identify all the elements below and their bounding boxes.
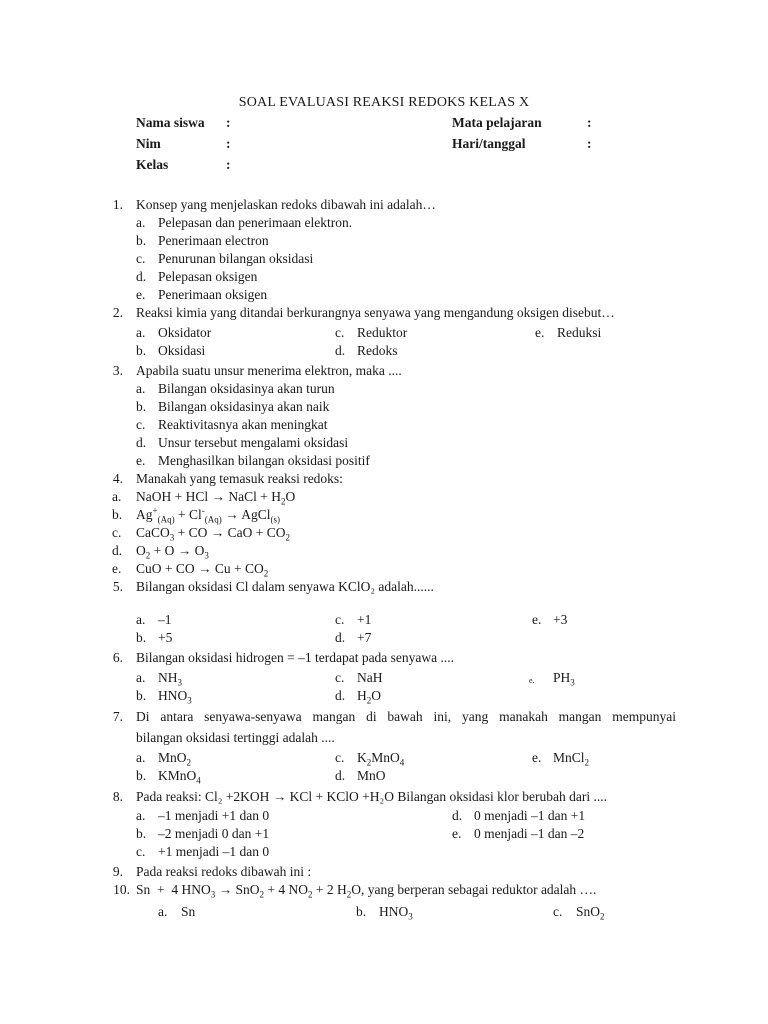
nim-colon: : xyxy=(226,136,231,151)
q1-d-letter: d. xyxy=(136,269,147,284)
q10-a-letter: a. xyxy=(158,904,168,919)
q7-a-letter: a. xyxy=(136,750,146,765)
q3-number: 3. xyxy=(112,363,123,378)
q6-d-letter: d. xyxy=(335,688,346,703)
q8-b-letter: b. xyxy=(136,826,147,841)
q2-d-letter: d. xyxy=(335,343,346,358)
q10-c-letter: c. xyxy=(553,904,563,919)
q4-a-letter: a. xyxy=(112,489,122,504)
q6-a-letter: a. xyxy=(136,670,146,685)
q7-text-line2: bilangan oksidasi tertinggi adalah .... xyxy=(136,730,335,745)
q3-option-d: Unsur tersebut mengalami oksidasi xyxy=(158,435,349,450)
q6-number: 6. xyxy=(112,650,123,665)
q6-option-e: $PH_3$ xyxy=(553,670,575,688)
q8-option-b: –2 menjadi 0 dan +1 xyxy=(158,826,270,841)
nama-colon: : xyxy=(226,115,231,130)
q9-text: Pada reaksi redoks dibawah ini : xyxy=(136,864,312,879)
q4-option-c: CaCO$_3$ + CO → CaO + $CO_2$ xyxy=(136,525,290,543)
q1-b-letter: b. xyxy=(136,233,147,248)
q1-text: Konsep yang menjelaskan redoks dibawah ini adalah… xyxy=(136,197,436,212)
q4-number: 4. xyxy=(112,471,123,486)
q3-option-a: Bilangan oksidasinya akan turun xyxy=(158,381,335,396)
q2-text: Reaksi kimia yang ditandai berkurangnya senyawa yang mengandung oksigen disebut… xyxy=(136,305,615,320)
q2-option-b: Oksidasi xyxy=(158,343,206,358)
q3-text: Apabila suatu unsur menerima elektron, maka .... xyxy=(136,363,402,378)
q1-a-letter: a. xyxy=(136,215,146,230)
q3-option-e: Menghasilkan bilangan oksidasi positif xyxy=(158,453,370,468)
q2-a-letter: a. xyxy=(136,325,146,340)
q7-e-letter: e. xyxy=(532,750,542,765)
q5-b-letter: b. xyxy=(136,630,147,645)
q2-b-letter: b. xyxy=(136,343,147,358)
q3-option-b: Bilangan oksidasinya akan naik xyxy=(158,399,330,414)
q2-option-e: Reduksi xyxy=(557,325,602,340)
q1-number: 1. xyxy=(112,197,123,212)
q4-option-d: $O_2 + O \to O_3$ xyxy=(136,543,209,561)
q3-d-letter: d. xyxy=(136,435,147,450)
q5-e-letter: e. xyxy=(532,612,542,627)
q8-option-c: +1 menjadi –1 dan 0 xyxy=(158,844,270,859)
q6-c-letter: c. xyxy=(335,670,345,685)
q2-option-a: Oksidator xyxy=(158,325,212,340)
q2-option-c: Reduktor xyxy=(357,325,408,340)
q7-text-line1: Di antara senyawa-senyawa mangan di bawah ini, yang manakah mangan mempunyai xyxy=(136,709,676,724)
q8-e-letter: e. xyxy=(452,826,462,841)
q7-b-letter: b. xyxy=(136,768,147,783)
q2-e-letter: e. xyxy=(535,325,545,340)
q3-a-letter: a. xyxy=(136,381,146,396)
q7-d-letter: d. xyxy=(335,768,346,783)
mapel-label: Mata pelajaran xyxy=(452,115,542,130)
q1-option-c: Penurunan bilangan oksidasi xyxy=(158,251,314,266)
q5-option-b: +5 xyxy=(158,630,173,645)
q3-c-letter: c. xyxy=(136,417,146,432)
q10-text: Sn + 4 $HNO_3 \to SnO_2 + 4$ $NO_2 + 2$ $H_2O$, yang berperan sebagai reduktor adalah …. xyxy=(136,882,597,900)
q10-b-letter: b. xyxy=(356,904,367,919)
page-title: SOAL EVALUASI REAKSI REDOKS KELAS X xyxy=(238,95,530,110)
q4-b-letter: b. xyxy=(112,507,123,522)
q1-option-e: Penerimaan oksigen xyxy=(158,287,268,302)
q3-option-c: Reaktivitasnya akan meningkat xyxy=(158,417,328,432)
kelas-colon: : xyxy=(226,157,231,172)
q1-option-b: Penerimaan electron xyxy=(158,233,269,248)
q6-option-b: $HNO_3$ xyxy=(158,688,192,706)
q7-option-b: KMnO$_4$ xyxy=(158,768,201,786)
mapel-colon: : xyxy=(587,115,592,130)
q8-a-letter: a. xyxy=(136,808,146,823)
q6-option-c: NaH xyxy=(357,670,383,685)
q3-e-letter: e. xyxy=(136,453,146,468)
nama-label: Nama siswa xyxy=(136,115,205,130)
q1-option-a: Pelepasan dan penerimaan elektron. xyxy=(158,215,353,230)
q4-e-letter: e. xyxy=(112,561,122,576)
hari-label: Hari/tanggal xyxy=(452,136,526,151)
q5-text: Bilangan oksidasi Cl dalam senyawa KClO₂ adalah...... xyxy=(136,579,434,594)
q5-a-letter: a. xyxy=(136,612,146,627)
q7-c-letter: c. xyxy=(335,750,345,765)
q4-text: Manakah yang temasuk reaksi redoks: xyxy=(136,471,343,486)
hari-colon: : xyxy=(587,136,592,151)
q7-option-d: MnO xyxy=(357,768,386,783)
q8-number: 8. xyxy=(112,789,123,804)
q8-option-d: 0 menjadi –1 dan +1 xyxy=(474,808,586,823)
q10-option-c: SnO$_2$ xyxy=(576,904,605,922)
q8-d-letter: d. xyxy=(452,808,463,823)
q8-option-a: –1 menjadi +1 dan 0 xyxy=(158,808,270,823)
q8-text: Pada reaksi: Cl₂ +2KOH → KCl + KClO +H₂O Bilangan oksidasi klor berubah dari .... xyxy=(136,789,607,804)
q10-option-b: $HNO_3$ xyxy=(379,904,413,922)
kelas-label: Kelas xyxy=(136,157,169,172)
q3-b-letter: b. xyxy=(136,399,147,414)
q5-option-d: +7 xyxy=(357,630,372,645)
q7-option-c: $K_2MnO_4$ xyxy=(357,750,405,768)
q2-option-d: Redoks xyxy=(357,343,398,358)
q1-c-letter: c. xyxy=(136,251,146,266)
q5-option-a: –1 xyxy=(158,612,172,627)
q6-e-letter: e. xyxy=(529,676,535,685)
q6-text: Bilangan oksidasi hidrogen = –1 terdapat pada senyawa .... xyxy=(136,650,455,665)
q5-d-letter: d. xyxy=(335,630,346,645)
q4-option-a: NaOH + HCl → NaCl + $H_2O$ xyxy=(136,489,296,507)
q8-option-e: 0 menjadi –1 dan –2 xyxy=(474,826,585,841)
q1-option-d: Pelepasan oksigen xyxy=(158,269,258,284)
q6-option-d: $H_2O$ xyxy=(357,688,381,706)
q9-number: 9. xyxy=(112,864,123,879)
q10-number: 10. xyxy=(113,882,130,897)
nim-label: Nim xyxy=(136,136,161,151)
q5-option-e: +3 xyxy=(553,612,568,627)
q2-number: 2. xyxy=(112,305,123,320)
q7-option-a: MnO$_2$ xyxy=(158,750,192,768)
q7-number: 7. xyxy=(112,709,123,724)
q6-b-letter: b. xyxy=(136,688,147,703)
q1-e-letter: e. xyxy=(136,287,146,302)
q5-number: 5. xyxy=(112,579,123,594)
q4-option-e: CuO + CO → $Cu + CO_2$ xyxy=(136,561,269,579)
q7-option-e: MnCl$_2$ xyxy=(553,750,590,768)
q8-c-letter: c. xyxy=(136,844,146,859)
q5-c-letter: c. xyxy=(335,612,345,627)
q6-option-a: $NH_3$ xyxy=(158,670,182,688)
q4-option-b: $Ag^+_{(Aq)} + Cl^-_{(Aq)}$ → AgCl$_{(s)}$ xyxy=(136,505,280,525)
q4-c-letter: c. xyxy=(112,525,122,540)
q10-option-a: Sn xyxy=(181,904,196,919)
q5-option-c: +1 xyxy=(357,612,372,627)
q2-c-letter: c. xyxy=(335,325,345,340)
q4-d-letter: d. xyxy=(112,543,123,558)
